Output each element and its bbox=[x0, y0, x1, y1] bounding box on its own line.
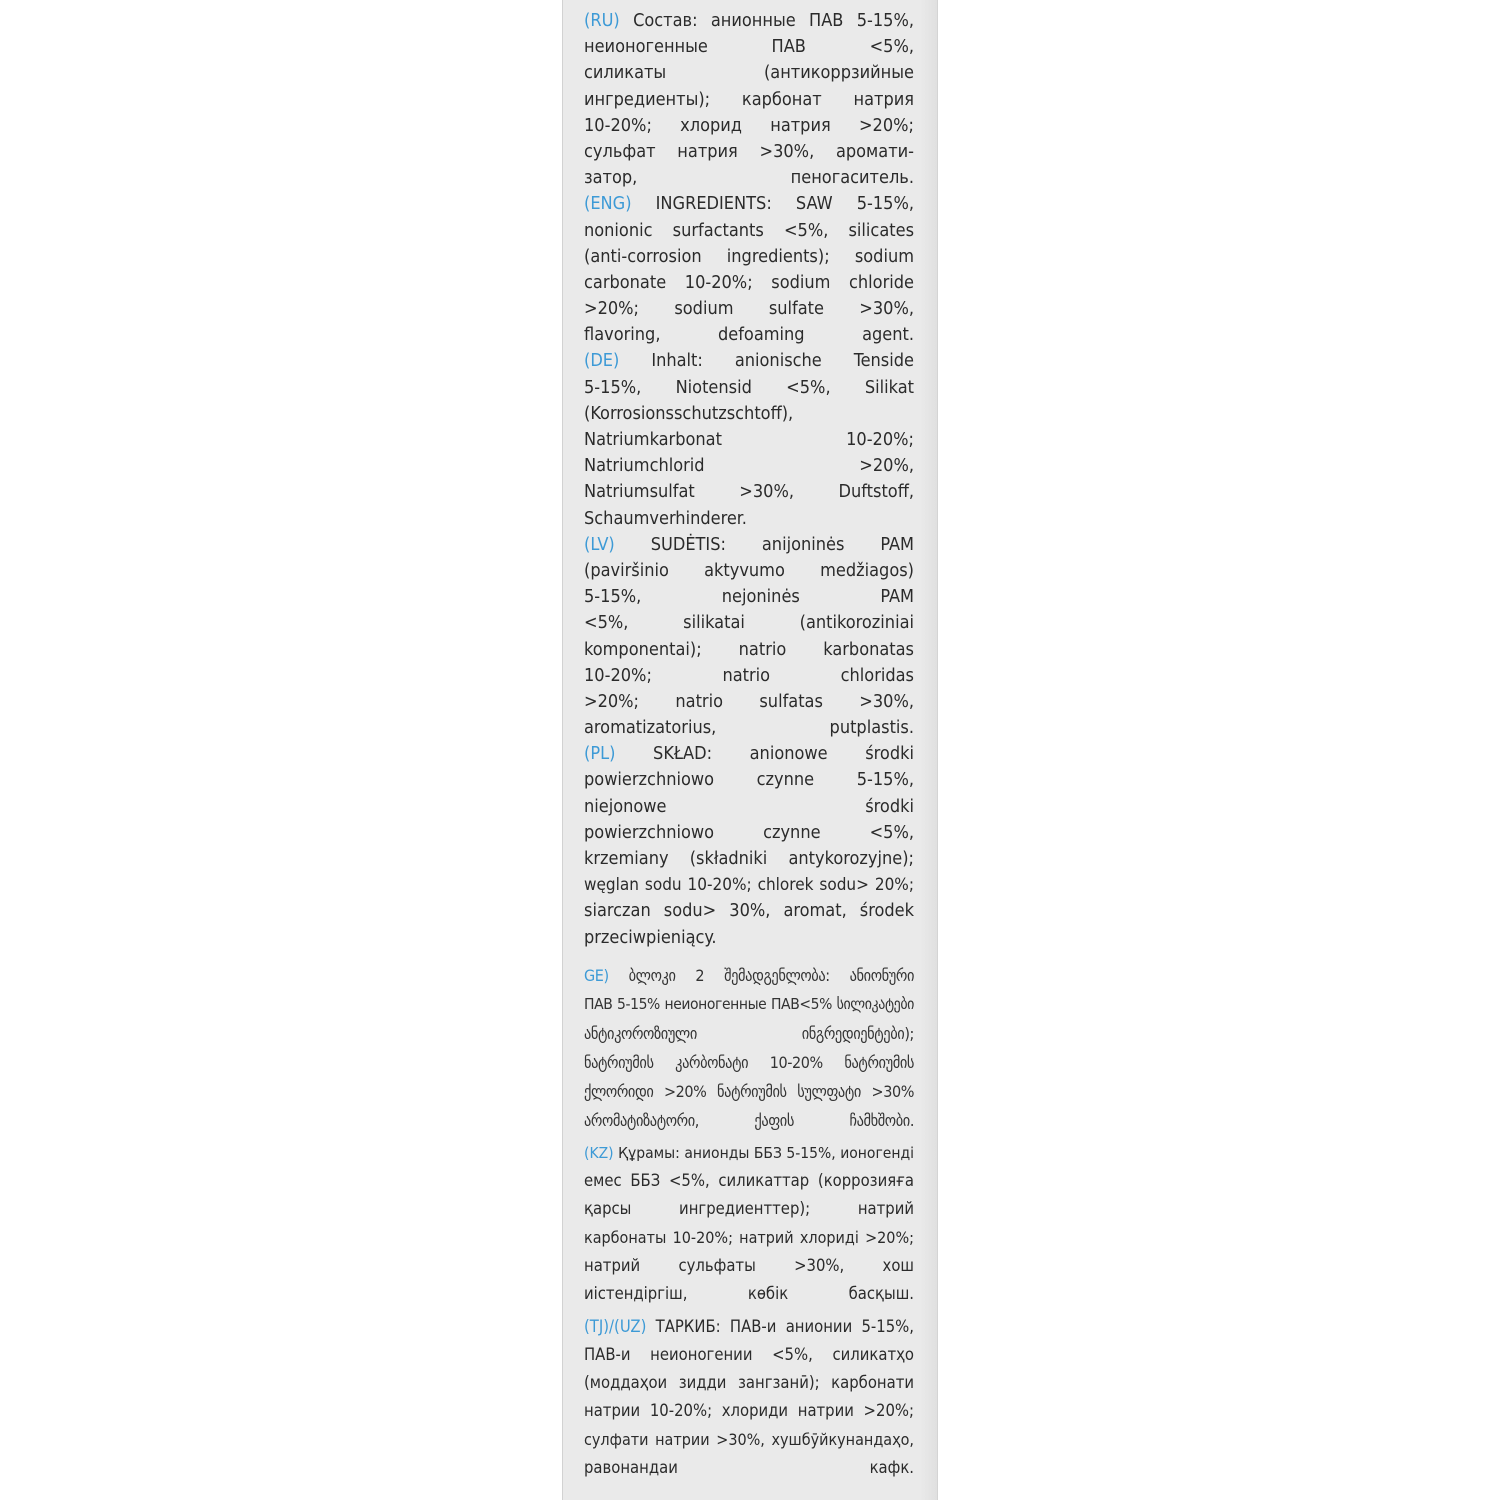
section-line bbox=[584, 401, 914, 427]
section-line bbox=[584, 610, 914, 636]
section-lv bbox=[584, 532, 914, 742]
section-line bbox=[584, 767, 914, 793]
line-text: (моддаҳои зидди зангзанӣ); карбонати bbox=[584, 1373, 914, 1393]
section-line bbox=[584, 1195, 914, 1223]
section-line bbox=[584, 34, 914, 60]
section-pl bbox=[584, 741, 914, 951]
section-line bbox=[584, 270, 914, 296]
section-line bbox=[584, 479, 914, 505]
line-text: >20%; natrio sulfatas >30%, bbox=[584, 690, 914, 712]
line-text: ბლოკი 2 შემადგენლობა: ანიონური bbox=[628, 965, 915, 985]
line-text: ПАВ-и неионогении <5%, силикатҳо bbox=[584, 1344, 914, 1364]
section-line bbox=[584, 820, 914, 846]
line-text: 5-15%, Niotensid <5%, Silikat bbox=[584, 376, 914, 398]
language-tag: (KZ) bbox=[584, 1143, 614, 1162]
line-text: węglan sodu 10-20%; chlorek sodu> 20%; bbox=[584, 875, 914, 896]
section-line bbox=[584, 872, 914, 898]
line-text: ანტიკოროზიული ინგრედიენტები); bbox=[584, 1023, 914, 1043]
line-text: ნატრიუმის კარბონატი 10-20% ნატრიუმის bbox=[584, 1052, 914, 1072]
section-line bbox=[584, 846, 914, 872]
line-text: SKŁAD: anionowe środki bbox=[653, 743, 914, 765]
line-text: >20%; sodium sulfate >30%, bbox=[584, 298, 914, 320]
line-text: (Korrosionsschutzschtoff), bbox=[584, 402, 794, 424]
line-text: сулфати натрии >30%, хушбӯйкунандаҳо, bbox=[584, 1429, 914, 1449]
line-text: сульфат натрия >30%, аромати- bbox=[584, 140, 914, 162]
section-line bbox=[584, 1454, 914, 1482]
line-text: ингредиенты); карбонат натрия bbox=[584, 88, 914, 110]
language-tag: (LV) bbox=[584, 533, 615, 555]
line-text: krzemiany (składniki antykorozyjne); bbox=[584, 848, 914, 869]
line-text: niejonowe środki bbox=[584, 795, 914, 817]
language-tag: (PL) bbox=[584, 743, 616, 765]
section-line bbox=[584, 990, 914, 1019]
line-text: Natriumsulfat >30%, Duftstoff, bbox=[584, 481, 914, 503]
line-text: <5%, silikatai (antikoroziniai bbox=[584, 612, 914, 634]
line-text: Inhalt: anionische Tenside bbox=[651, 350, 914, 372]
line-text: силикаты (антикоррзийные bbox=[584, 62, 914, 84]
section-line bbox=[584, 532, 914, 558]
line-text: 10-20%; natrio chloridas bbox=[584, 664, 914, 686]
section-line bbox=[584, 8, 914, 34]
line-text: ТАРКИБ: ПАВ-и анионии 5-15%, bbox=[655, 1316, 914, 1336]
section-line bbox=[584, 925, 914, 951]
section-line bbox=[584, 663, 914, 689]
section-line bbox=[584, 139, 914, 165]
line-text: siarczan sodu> 30%, aromat, środek bbox=[584, 900, 914, 922]
line-text: przeciwpieniący. bbox=[584, 926, 717, 948]
section-line bbox=[584, 741, 914, 767]
section-eng bbox=[584, 191, 914, 348]
language-tag: (ENG) bbox=[584, 193, 632, 215]
section-line bbox=[584, 1077, 914, 1106]
line-text: иістендіргіш, көбік басқыш. bbox=[584, 1284, 914, 1304]
section-line bbox=[584, 375, 914, 401]
line-text: ქლორიდი >20% ნატრიუმის სულფატი >30% bbox=[584, 1081, 914, 1101]
section-line bbox=[584, 453, 914, 479]
line-text: емес ББЗ <5%, силикаттар (коррозияға bbox=[584, 1171, 914, 1191]
section-line bbox=[584, 427, 914, 453]
line-text: Состав: анионные ПАВ 5-15%, bbox=[633, 10, 914, 31]
line-text: flavoring, defoaming agent. bbox=[584, 324, 914, 346]
section-line bbox=[584, 689, 914, 715]
line-text: nonionic surfactants <5%, silicates bbox=[584, 219, 914, 241]
line-text: Schaumverhinderer. bbox=[584, 507, 747, 529]
line-text: (anti-corrosion ingredients); sodium bbox=[584, 245, 914, 267]
section-line bbox=[584, 1280, 914, 1308]
line-text: қарсы ингредиенттер); натрий bbox=[584, 1199, 914, 1219]
line-text: Natriumkarbonat 10-20%; bbox=[584, 429, 914, 450]
line-text: INGREDIENTS: SAW 5-15%, bbox=[655, 193, 914, 215]
language-tag: GE) bbox=[584, 965, 609, 985]
section-line bbox=[584, 558, 914, 584]
line-text: carbonate 10-20%; sodium chloride bbox=[584, 271, 914, 293]
line-text: Құрамы: анионды ББЗ 5-15%, ионогенді bbox=[618, 1143, 914, 1162]
line-text: Natriumchlorid >20%, bbox=[584, 455, 914, 477]
section-line bbox=[584, 87, 914, 113]
line-text: powierzchniowo czynne <5%, bbox=[584, 821, 914, 843]
section-line bbox=[584, 1426, 914, 1454]
section-line bbox=[584, 244, 914, 270]
section-line bbox=[584, 322, 914, 348]
line-text: карбонаты 10-20%; натрий хлориді >20%; bbox=[584, 1227, 914, 1247]
section-line bbox=[584, 715, 914, 741]
section-line bbox=[584, 1224, 914, 1252]
section-line bbox=[584, 506, 914, 532]
panel-edge-shadow bbox=[920, 0, 938, 1500]
line-text: (paviršinio aktyvumo medžiagos) bbox=[584, 559, 914, 581]
section-line bbox=[584, 1313, 914, 1341]
line-text: komponentai); natrio karbonatas bbox=[584, 638, 914, 660]
line-text: powierzchniowo czynne 5-15%, bbox=[584, 769, 914, 791]
line-text: aromatizatorius, putplastis. bbox=[584, 717, 914, 739]
line-text: 10-20%; хлорид натрия >20%; bbox=[584, 114, 914, 136]
section-line bbox=[584, 60, 914, 86]
section-line bbox=[584, 1139, 914, 1167]
section-line bbox=[584, 296, 914, 322]
section-line bbox=[584, 1019, 914, 1048]
section-line bbox=[584, 191, 914, 217]
section-line bbox=[584, 1397, 914, 1425]
section-line bbox=[584, 1048, 914, 1077]
section-line bbox=[584, 1167, 914, 1195]
language-tag: (DE) bbox=[584, 350, 620, 372]
section-line bbox=[584, 1341, 914, 1369]
section-tj-uz bbox=[584, 1313, 914, 1483]
line-text: неионогенные ПАВ <5%, bbox=[584, 36, 914, 58]
section-line bbox=[584, 113, 914, 139]
section-ge bbox=[584, 961, 914, 1135]
section-line bbox=[584, 898, 914, 924]
line-text: натрии 10-20%; хлориди натрии >20%; bbox=[584, 1401, 914, 1421]
section-line bbox=[584, 584, 914, 610]
section-line bbox=[584, 348, 914, 374]
section-line bbox=[584, 1252, 914, 1280]
section-line bbox=[584, 218, 914, 244]
section-line bbox=[584, 794, 914, 820]
section-kz bbox=[584, 1139, 914, 1309]
section-line bbox=[584, 165, 914, 191]
section-de bbox=[584, 348, 914, 531]
section-line bbox=[584, 1369, 914, 1397]
section-line bbox=[584, 961, 914, 990]
section-line bbox=[584, 637, 914, 663]
language-tag: (RU) bbox=[584, 10, 620, 31]
section-line bbox=[584, 1106, 914, 1135]
line-text: натрий сульфаты >30%, хош bbox=[584, 1255, 914, 1275]
ingredients-text-block bbox=[584, 8, 914, 1482]
line-text: 5-15%, nejoninės PAM bbox=[584, 586, 914, 608]
line-text: ПАВ 5-15% неионогенные ПАВ<5% სილიკატები bbox=[584, 994, 914, 1013]
line-text: არომატიზატორი, ქაფის ჩამხშობი. bbox=[584, 1110, 914, 1130]
ingredients-label-panel bbox=[562, 0, 938, 1500]
line-text: SUDĖTIS: anijoninės PAM bbox=[650, 533, 914, 555]
language-tag: (TJ)/(UZ) bbox=[584, 1316, 647, 1336]
line-text: равонандаи кафк. bbox=[584, 1458, 914, 1478]
section-ru bbox=[584, 8, 914, 191]
line-text: затор, пеногаситель. bbox=[584, 167, 914, 189]
